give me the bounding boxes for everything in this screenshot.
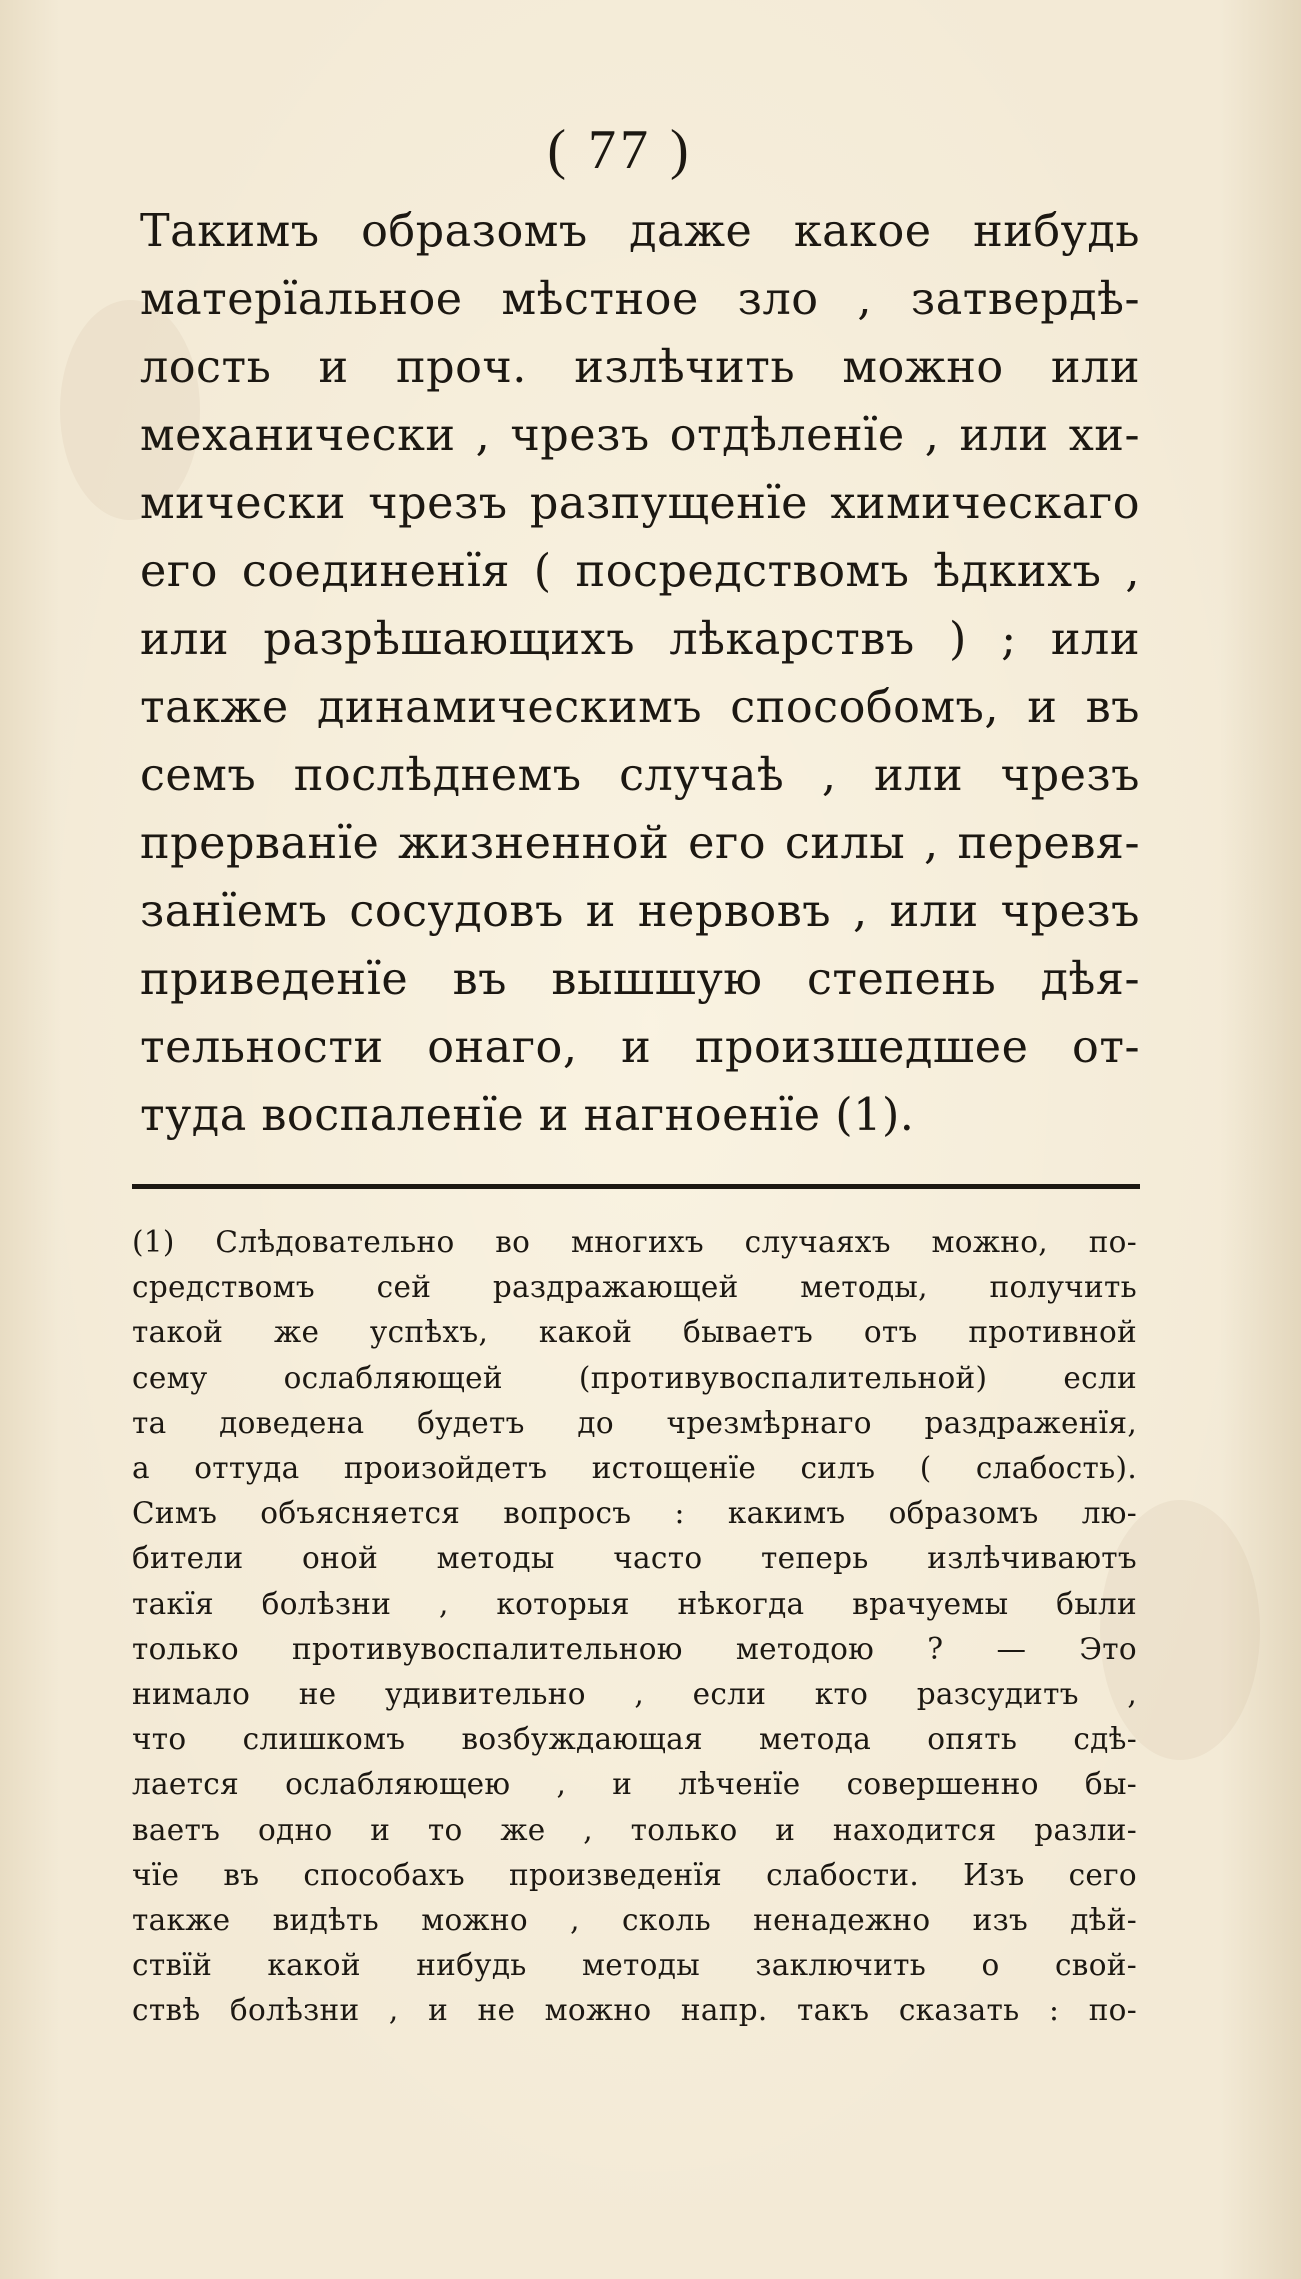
- footnote-line: такой же успѣхъ, какой бываетъ отъ противной: [132, 1315, 1137, 1350]
- text-line: мически чрезъ разпущенїе химическаго: [140, 478, 1140, 529]
- text-line: семъ послѣднемъ случаѣ , или чрезъ: [140, 750, 1140, 801]
- footnote-line: такїя болѣзни , которыя нѣкогда врачуемы были: [132, 1586, 1137, 1621]
- footnote-line: ствїй какой нибудь методы заключить о свой-: [132, 1948, 1137, 1983]
- footnote-line: только противувоспалительною методою ? — Это: [132, 1631, 1137, 1666]
- page-number: ( 77 ): [547, 119, 693, 181]
- footnote-line: нимало не удивительно , если кто разсудитъ ,: [132, 1677, 1137, 1712]
- text-line: или разрѣшающихъ лѣкарствъ ) ; или: [140, 614, 1140, 665]
- footnote-line: ваетъ одно и то же , только и находится разли-: [132, 1812, 1137, 1847]
- footnote: [132, 1220, 1137, 2034]
- footnote-line: также видѣть можно , сколь ненадежно изъ дѣй-: [132, 1903, 1137, 1938]
- footnote-line: та доведена будетъ до чрезмѣрнаго раздраженїя,: [132, 1405, 1137, 1440]
- text-line: туда воспаленїе и нагноенїе (1).: [140, 1090, 915, 1141]
- text-line: приведенїе въ вышшую степень дѣя-: [140, 954, 1140, 1005]
- text-line: тельности онаго, и произшедшее от-: [140, 1022, 1140, 1073]
- footnote-line: чїе въ способахъ произведенїя слабости. Изъ сего: [132, 1857, 1137, 1892]
- text-line: механически , чрезъ отдѣленїе , или хи-: [140, 410, 1140, 461]
- text-line: прерванїе жизненной его силы , перевя-: [140, 818, 1140, 869]
- main-paragraph: [140, 198, 1140, 1150]
- footnote-line: что слишкомъ возбуждающая метода опять сдѣ-: [132, 1722, 1137, 1757]
- footnote-line: средствомъ сей раздражающей методы, получить: [132, 1270, 1137, 1305]
- footnote-line: ствѣ болѣзни , и не можно напр. такъ сказать : по-: [132, 1993, 1137, 2028]
- footnote-line: (1) Слѣдовательно во многихъ случаяхъ можно, по-: [132, 1225, 1137, 1259]
- footnote-line: Симъ объясняется вопросъ : какимъ образомъ лю-: [132, 1496, 1137, 1531]
- footnote-line: бители оной методы часто теперь излѣчиваютъ: [132, 1541, 1137, 1576]
- text-line: занїемъ сосудовъ и нервовъ , или чрезъ: [140, 886, 1140, 937]
- text-line: его соединенїя ( посредствомъ ѣдкихъ ,: [140, 546, 1140, 597]
- text-line: лость и проч. излѣчить можно или: [140, 342, 1140, 393]
- footnote-separator-rule: [132, 1184, 1140, 1189]
- footnote-line: лается ослабляющею , и лѣченїе совершенно бы-: [132, 1767, 1137, 1802]
- text-line: матерїальное мѣстное зло , затвердѣ-: [140, 274, 1140, 325]
- text-line: также динамическимъ способомъ, и въ: [140, 682, 1140, 733]
- text-line: Такимъ образомъ даже какое нибудь: [140, 206, 1140, 257]
- footnote-line: а оттуда произойдетъ истощенїе силъ ( слабость).: [132, 1451, 1137, 1486]
- footnote-line: сему ослабляющей (противувоспалительной) если: [132, 1360, 1137, 1395]
